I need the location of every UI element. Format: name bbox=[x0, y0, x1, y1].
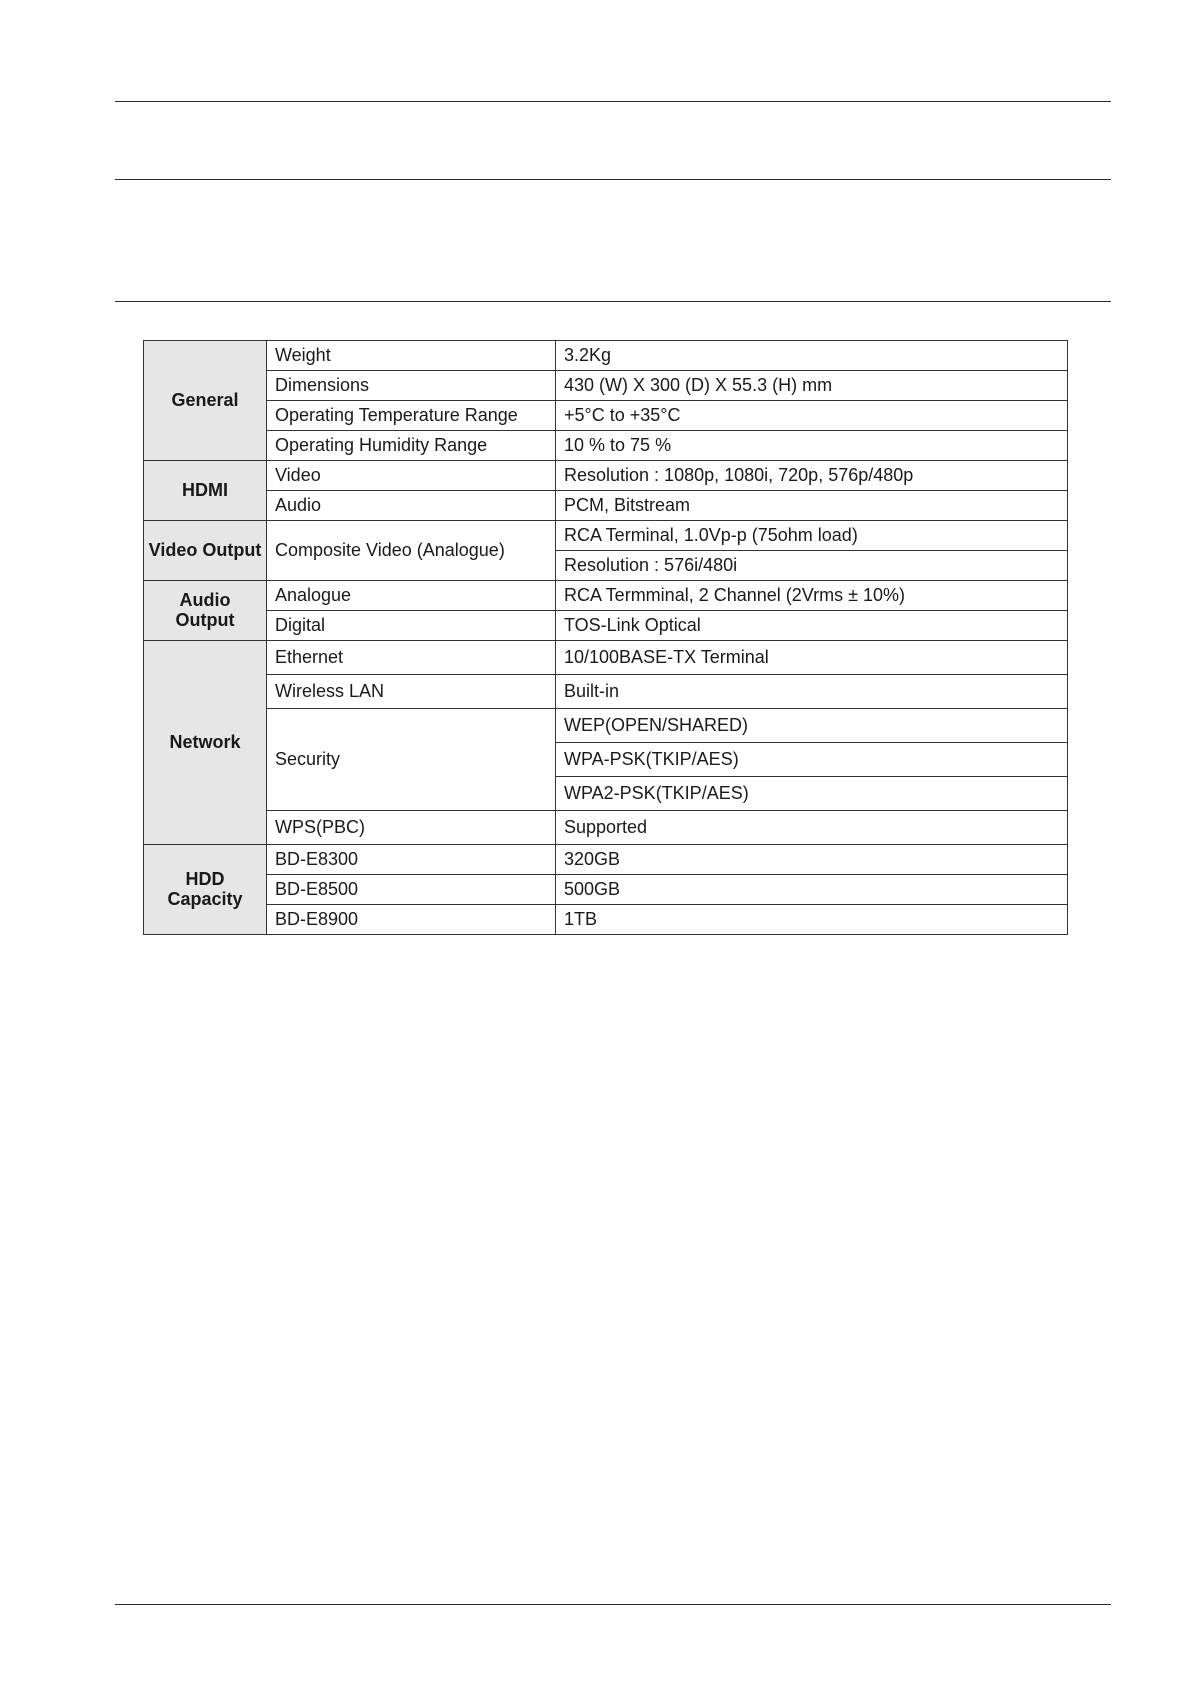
spec-value: Built-in bbox=[556, 675, 1068, 709]
spec-value: 430 (W) X 300 (D) X 55.3 (H) mm bbox=[556, 371, 1068, 401]
table-row bbox=[144, 431, 1068, 461]
spec-item: Operating Temperature Range bbox=[267, 401, 556, 431]
table-row bbox=[144, 401, 1068, 431]
header-rule-middle bbox=[115, 179, 1111, 180]
spec-item: Analogue bbox=[267, 581, 556, 611]
header-rule-top bbox=[115, 101, 1111, 102]
spec-value: TOS-Link Optical bbox=[556, 611, 1068, 641]
spec-item: Video bbox=[267, 461, 556, 491]
spec-item: Ethernet bbox=[267, 641, 556, 675]
spec-value: Resolution : 576i/480i bbox=[556, 551, 1068, 581]
group-general: General bbox=[144, 341, 267, 461]
spec-value: PCM, Bitstream bbox=[556, 491, 1068, 521]
spec-value: RCA Terminal, 1.0Vp-p (75ohm load) bbox=[556, 521, 1068, 551]
table-row bbox=[144, 611, 1068, 641]
spec-item: Security bbox=[267, 709, 556, 811]
specifications-table bbox=[143, 340, 1068, 935]
table-row bbox=[144, 521, 1068, 551]
spec-value: WPA2-PSK(TKIP/AES) bbox=[556, 777, 1068, 811]
group-label-line: HDD bbox=[185, 868, 225, 889]
spec-value: Resolution : 1080p, 1080i, 720p, 576p/480p bbox=[556, 461, 1068, 491]
table-row bbox=[144, 811, 1068, 845]
spec-item: Composite Video (Analogue) bbox=[267, 521, 556, 581]
table-row bbox=[144, 341, 1068, 371]
spec-item: Wireless LAN bbox=[267, 675, 556, 709]
spec-item: BD-E8300 bbox=[267, 845, 556, 875]
group-hdmi: HDMI bbox=[144, 461, 267, 521]
spec-value: WPA-PSK(TKIP/AES) bbox=[556, 743, 1068, 777]
spec-value: RCA Termminal, 2 Channel (2Vrms ± 10%) bbox=[556, 581, 1068, 611]
header-rule-bottom bbox=[115, 301, 1111, 302]
spec-value: +5°C to +35°C bbox=[556, 401, 1068, 431]
spec-item: WPS(PBC) bbox=[267, 811, 556, 845]
spec-item: Audio bbox=[267, 491, 556, 521]
spec-value: WEP(OPEN/SHARED) bbox=[556, 709, 1068, 743]
group-video-output: Video Output bbox=[144, 521, 267, 581]
spec-value: Supported bbox=[556, 811, 1068, 845]
table-row bbox=[144, 675, 1068, 709]
footer-rule bbox=[115, 1604, 1111, 1605]
spec-item: Operating Humidity Range bbox=[267, 431, 556, 461]
spec-value: 10/100BASE-TX Terminal bbox=[556, 641, 1068, 675]
spec-item: Dimensions bbox=[267, 371, 556, 401]
table-row bbox=[144, 905, 1068, 935]
spec-item: Digital bbox=[267, 611, 556, 641]
group-audio-output: Audio Output bbox=[144, 581, 267, 641]
spec-value: 3.2Kg bbox=[556, 341, 1068, 371]
table-row bbox=[144, 371, 1068, 401]
group-hdd-capacity bbox=[144, 845, 267, 935]
table-row bbox=[144, 709, 1068, 743]
spec-item: BD-E8900 bbox=[267, 905, 556, 935]
spec-item: Weight bbox=[267, 341, 556, 371]
spec-value: 1TB bbox=[556, 905, 1068, 935]
table-row bbox=[144, 491, 1068, 521]
table-row bbox=[144, 875, 1068, 905]
group-label-line: Capacity bbox=[167, 888, 243, 909]
table-row bbox=[144, 641, 1068, 675]
spec-value: 500GB bbox=[556, 875, 1068, 905]
table-row bbox=[144, 845, 1068, 875]
spec-value: 320GB bbox=[556, 845, 1068, 875]
spec-item: BD-E8500 bbox=[267, 875, 556, 905]
spec-value: 10 % to 75 % bbox=[556, 431, 1068, 461]
table-row bbox=[144, 581, 1068, 611]
group-network: Network bbox=[144, 641, 267, 845]
table-row bbox=[144, 461, 1068, 491]
